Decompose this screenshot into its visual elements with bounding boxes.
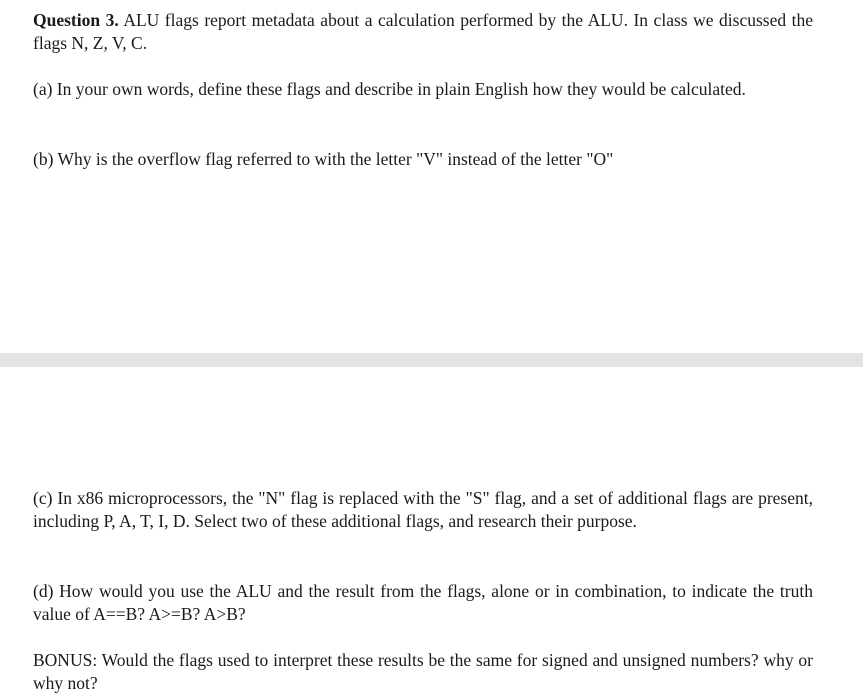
page-separator [0, 353, 863, 367]
question-intro [33, 9, 813, 55]
part-d-text: (d) How would you use the ALU and the result from the flags, alone or in combination, to indicate the truth value of A==B? A>=B? A>B? [33, 581, 813, 624]
question-intro-text: ALU flags report metadata about a calculation performed by the ALU. In class we discussed the flags N, Z, V, C. [33, 10, 813, 53]
part-a-text: (a) In your own words, define these flags and describe in plain English how they would be calculated. [33, 79, 746, 99]
document-page-bottom [0, 367, 863, 698]
bonus-text: BONUS: Would the flags used to interpret these results be the same for signed and unsigned numbers? why or why not? [33, 650, 813, 693]
question-heading: Question 3. [33, 10, 119, 30]
part-c-text: (c) In x86 microprocessors, the "N" flag is replaced with the "S" flag, and a set of additional flags are present, including P, A, T, I, D. Select two of these additional flags, and research their purpose. [33, 488, 813, 531]
part-b-text: (b) Why is the overflow flag referred to with the letter "V" instead of the letter "O" [33, 149, 614, 169]
